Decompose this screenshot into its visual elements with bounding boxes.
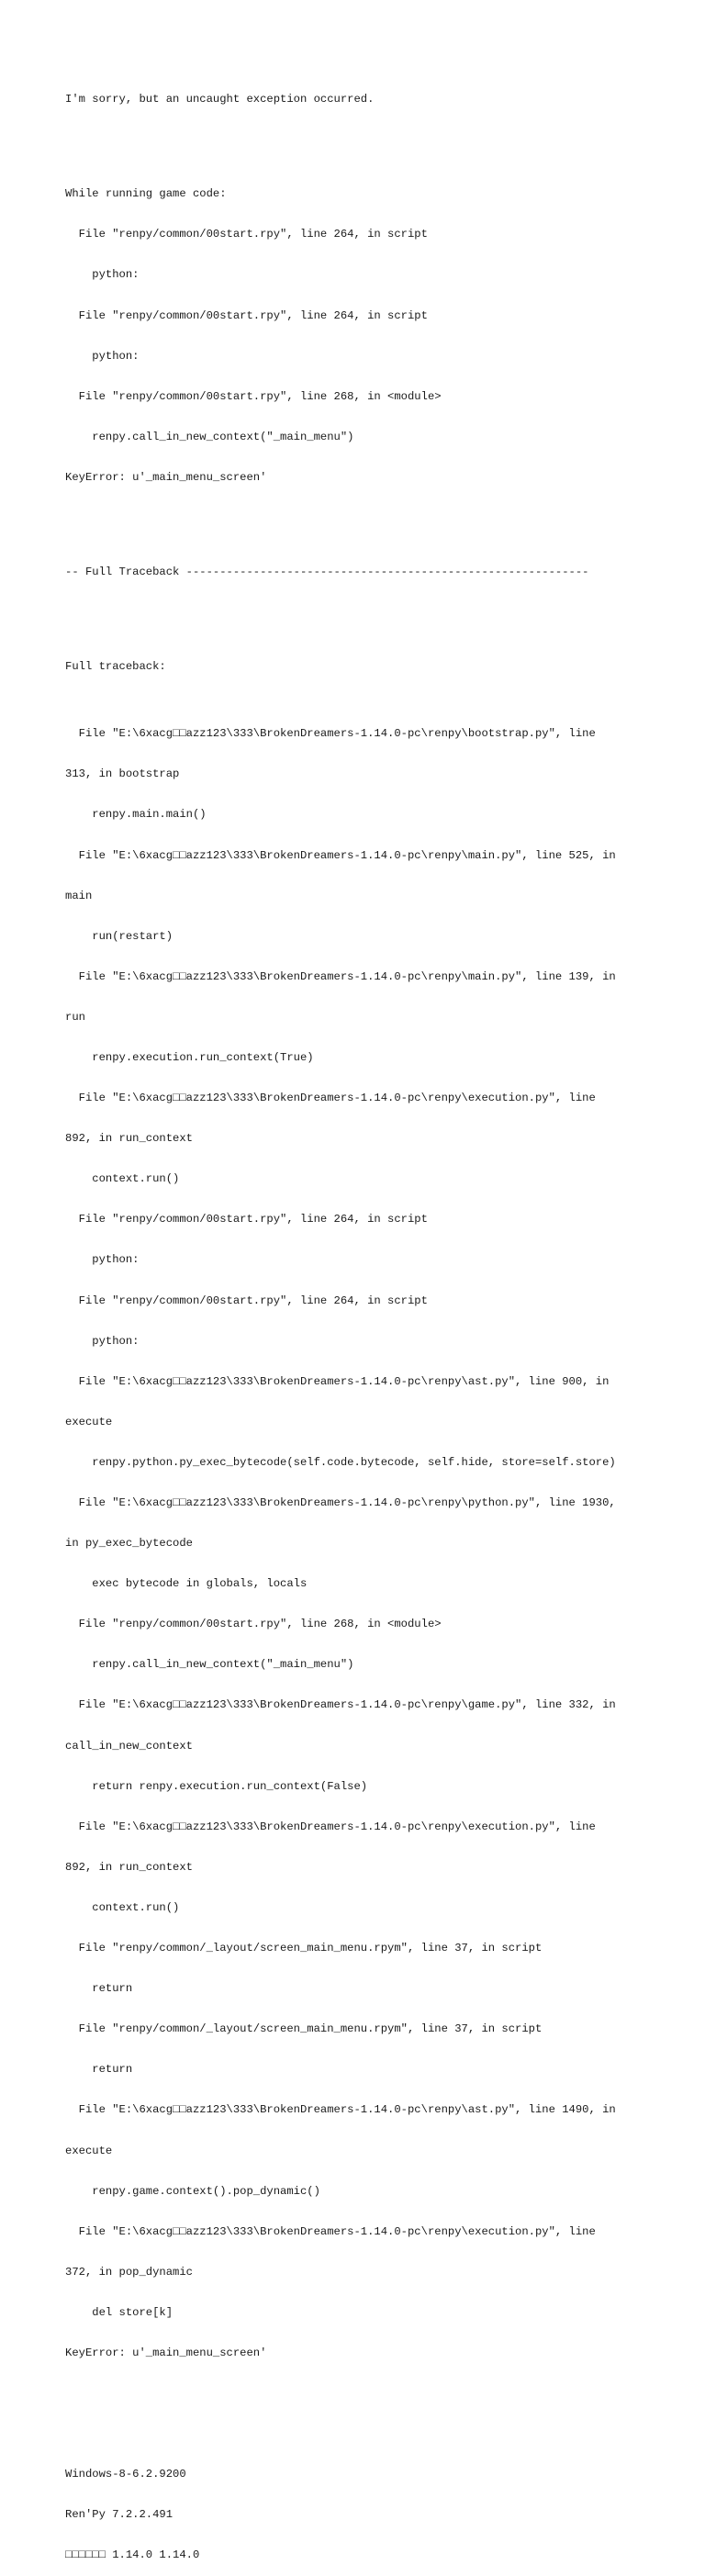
traceback-line: renpy.call_in_new_context("_main_menu") <box>65 1658 354 1672</box>
renpy-version: Ren'Py 7.2.2.491 <box>65 2508 173 2522</box>
traceback-line: execute <box>65 1415 113 1428</box>
traceback-line: File "renpy/common/00start.rpy", line 268, in <module> <box>65 389 442 403</box>
traceback-line: python: <box>65 349 140 363</box>
full-traceback-heading: Full traceback: <box>65 659 166 673</box>
traceback-line: File "E:\6xacg□□azz123\333\BrokenDreamers-1.14.0-pc\renpy\execution.py", line <box>65 1820 596 1833</box>
traceback-line: context.run() <box>65 1172 180 1186</box>
error-key-line: KeyError: u'_main_menu_screen' <box>65 470 267 484</box>
traceback-line: run <box>65 1010 85 1024</box>
traceback-line: exec bytecode in globals, locals <box>65 1577 308 1591</box>
spacer <box>65 134 699 148</box>
traceback-line: python: <box>65 268 140 282</box>
traceback-document <box>65 66 699 2576</box>
traceback-line: File "renpy/common/_layout/screen_main_menu.rpym", line 37, in script <box>65 2022 543 2036</box>
traceback-line: File "E:\6xacg□□azz123\333\BrokenDreamers-1.14.0-pc\renpy\game.py", line 332, in <box>65 1698 616 1712</box>
traceback-line: 892, in run_context <box>65 1132 193 1146</box>
traceback-line: File "E:\6xacg□□azz123\333\BrokenDreamers-1.14.0-pc\renpy\bootstrap.py", line <box>65 727 596 741</box>
traceback-line: python: <box>65 1334 140 1348</box>
traceback-line: File "E:\6xacg□□azz123\333\BrokenDreamers-1.14.0-pc\renpy\python.py", line 1930, <box>65 1496 616 1510</box>
traceback-line: File "renpy/common/00start.rpy", line 268, in <module> <box>65 1618 442 1631</box>
traceback-line: context.run() <box>65 1900 180 1914</box>
traceback-line: python: <box>65 1253 140 1267</box>
traceback-line: File "renpy/common/00start.rpy", line 264, in script <box>65 308 428 322</box>
traceback-line: File "E:\6xacg□□azz123\333\BrokenDreamers-1.14.0-pc\renpy\execution.py", line <box>65 2224 596 2238</box>
traceback-line: main <box>65 889 93 902</box>
traceback-line: return <box>65 2063 133 2077</box>
traceback-line: renpy.python.py_exec_bytecode(self.code.bytecode, self.hide, store=self.store) <box>65 1455 616 1469</box>
spacer <box>65 606 699 620</box>
error-key-line: KeyError: u'_main_menu_screen' <box>65 2346 267 2359</box>
game-version: □□□□□□ 1.14.0 1.14.0 <box>65 2548 200 2562</box>
os-version: Windows-8-6.2.9200 <box>65 2468 186 2481</box>
traceback-line: renpy.game.context().pop_dynamic() <box>65 2184 320 2198</box>
traceback-line: File "renpy/common/00start.rpy", line 264, in script <box>65 1294 428 1307</box>
traceback-line: return renpy.execution.run_context(False) <box>65 1779 368 1793</box>
traceback-line: File "renpy/common/00start.rpy", line 264, in script <box>65 1213 428 1226</box>
full-traceback-lines <box>65 700 699 2387</box>
spacer <box>65 2414 699 2427</box>
traceback-line: renpy.call_in_new_context("_main_menu") <box>65 430 354 443</box>
traceback-line: del store[k] <box>65 2305 173 2319</box>
traceback-line: File "renpy/common/00start.rpy", line 264, in script <box>65 228 428 241</box>
traceback-line: File "E:\6xacg□□azz123\333\BrokenDreamers-1.14.0-pc\renpy\execution.py", line <box>65 1092 596 1105</box>
traceback-line: renpy.execution.run_context(True) <box>65 1050 314 1064</box>
traceback-line: 313, in bootstrap <box>65 767 180 781</box>
full-traceback-separator: -- Full Traceback ------------------------------------------------------------ <box>65 565 589 578</box>
traceback-line: File "E:\6xacg□□azz123\333\BrokenDreamers-1.14.0-pc\renpy\ast.py", line 900, in <box>65 1374 610 1388</box>
traceback-line: in py_exec_bytecode <box>65 1537 193 1551</box>
spacer <box>65 511 699 525</box>
traceback-line: 372, in pop_dynamic <box>65 2265 193 2279</box>
traceback-line: File "E:\6xacg□□azz123\333\BrokenDreamers-1.14.0-pc\renpy\main.py", line 139, in <box>65 969 616 983</box>
traceback-line: return <box>65 1982 133 1996</box>
traceback-line: File "E:\6xacg□□azz123\333\BrokenDreamers-1.14.0-pc\renpy\main.py", line 525, in <box>65 848 616 862</box>
traceback-line: File "E:\6xacg□□azz123\333\BrokenDreamers-1.14.0-pc\renpy\ast.py", line 1490, in <box>65 2103 616 2117</box>
traceback-line: 892, in run_context <box>65 1860 193 1874</box>
error-message: I'm sorry, but an uncaught exception occurred. <box>65 93 375 106</box>
traceback-line: renpy.main.main() <box>65 808 207 822</box>
traceback-line: call_in_new_context <box>65 1739 193 1753</box>
traceback-line: run(restart) <box>65 929 173 943</box>
traceback-line: File "renpy/common/_layout/screen_main_menu.rpym", line 37, in script <box>65 1942 543 1955</box>
traceback-line: execute <box>65 2144 113 2157</box>
short-traceback-heading: While running game code: <box>65 187 227 201</box>
